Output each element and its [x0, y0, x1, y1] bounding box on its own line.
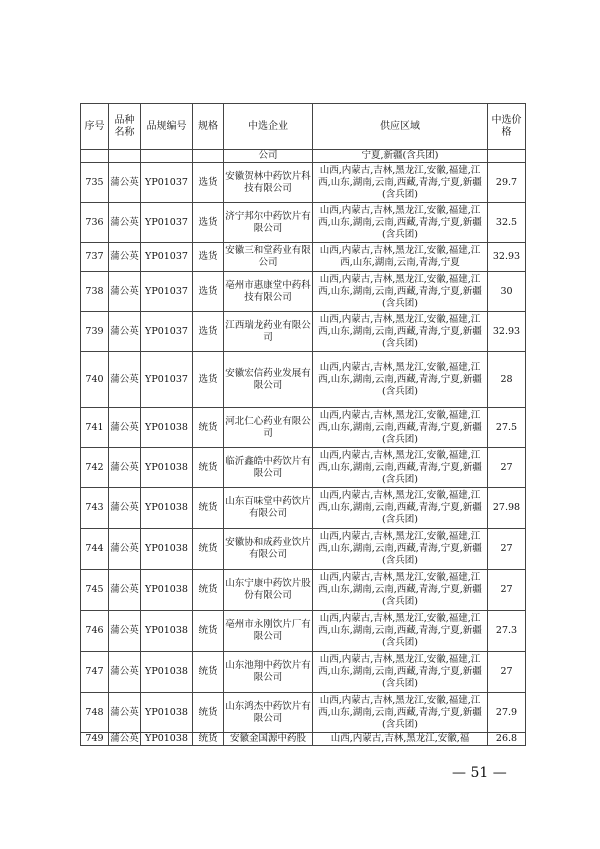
table-row: [81, 693, 526, 733]
table-row: [81, 448, 526, 488]
row-spec-code: YP01038: [141, 488, 193, 529]
row-company: 安徽三和堂药业有限公司: [224, 243, 313, 272]
row-spec: 选货: [193, 203, 224, 243]
table-row: [81, 408, 526, 448]
row-spec-code: YP01038: [141, 693, 193, 733]
continuation-company: 公司: [224, 150, 313, 163]
row-spec-code: YP01037: [141, 272, 193, 312]
row-region: 山西,内蒙古,吉林,黑龙江,安徽,福建,江西,山东,湖南,云南,西藏,青海,宁夏,新疆(含兵团): [313, 272, 488, 312]
row-region: 山西,内蒙古,吉林,黑龙江,安徽,福建,江西,山东,湖南,云南,西藏,青海,宁夏,新疆(含兵团): [313, 163, 488, 203]
row-variety: 蒲公英: [109, 352, 141, 408]
row-spec-code: YP01038: [141, 652, 193, 693]
header-spec-code: 品规编号: [141, 104, 193, 150]
table-row: [81, 652, 526, 693]
row-price: 27.3: [488, 611, 526, 652]
row-variety: 蒲公英: [109, 652, 141, 693]
header-spec: 规格: [193, 104, 224, 150]
row-price: 32.5: [488, 203, 526, 243]
row-company: 济宁邦尔中药饮片有限公司: [224, 203, 313, 243]
row-price: 27.98: [488, 488, 526, 529]
header-variety: 品种名称: [109, 104, 141, 150]
row-region: 山西,内蒙古,吉林,黑龙江,安徽,福建,江西,山东,湖南,云南,西藏,青海,宁夏,新疆(含兵团): [313, 693, 488, 733]
table-row: [81, 488, 526, 529]
row-spec: 选货: [193, 352, 224, 408]
row-spec-code: YP01038: [141, 733, 193, 746]
row-company: 山东百味堂中药饮片有限公司: [224, 488, 313, 529]
row-company: 山东宁康中药饮片股份有限公司: [224, 570, 313, 611]
row-region: 山西,内蒙古,吉林,黑龙江,安徽,福建,江西,山东,湖南,云南,西藏,青海,宁夏,新疆(含兵团): [313, 652, 488, 693]
row-spec-code: YP01037: [141, 203, 193, 243]
row-number: 747: [81, 652, 109, 693]
row-spec: 选货: [193, 312, 224, 352]
row-variety: 蒲公英: [109, 272, 141, 312]
row-spec-code: YP01037: [141, 163, 193, 203]
row-spec: 统货: [193, 448, 224, 488]
row-spec-code: YP01037: [141, 312, 193, 352]
row-company: 山东池翔中药饮片有限公司: [224, 652, 313, 693]
row-region: 山西,内蒙古,吉林,黑龙江,安徽,福建,江西,山东,湖南,云南,西藏,青海,宁夏,新疆(含兵团): [313, 529, 488, 570]
row-variety: 蒲公英: [109, 488, 141, 529]
row-price: 27.5: [488, 408, 526, 448]
row-price: 27: [488, 570, 526, 611]
continuation-row: [81, 150, 526, 163]
row-number: 736: [81, 203, 109, 243]
row-company: 临沂鑫皓中药饮片有限公司: [224, 448, 313, 488]
row-region: 山西,内蒙古,吉林,黑龙江,安徽,福建,江西,山东,湖南,云南,西藏,青海,宁夏,新疆(含兵团): [313, 408, 488, 448]
row-number: 743: [81, 488, 109, 529]
row-region: 山西,内蒙古,吉林,黑龙江,安徽,福建,江西,山东,湖南,云南,西藏,青海,宁夏,新疆(含兵团): [313, 312, 488, 352]
row-company: 安徽协和成药业饮片有限公司: [224, 529, 313, 570]
row-variety: 蒲公英: [109, 203, 141, 243]
row-price: 29.7: [488, 163, 526, 203]
row-spec: 统货: [193, 488, 224, 529]
row-number: 737: [81, 243, 109, 272]
row-region: 山西,内蒙古,吉林,黑龙江,安徽,福建,江西,山东,湖南,云南,西藏,青海,宁夏,新疆(含兵团): [313, 570, 488, 611]
row-spec-code: YP01037: [141, 243, 193, 272]
row-spec: 统货: [193, 611, 224, 652]
header-price: 中选价格: [488, 104, 526, 150]
table-row: [81, 529, 526, 570]
row-spec: 统货: [193, 408, 224, 448]
row-spec-code: YP01038: [141, 448, 193, 488]
table-row: [81, 312, 526, 352]
row-company: 亳州市永刚饮片厂有限公司: [224, 611, 313, 652]
row-number: 746: [81, 611, 109, 652]
row-spec: 选货: [193, 243, 224, 272]
row-variety: 蒲公英: [109, 243, 141, 272]
row-price: 27.9: [488, 693, 526, 733]
row-spec-code: YP01038: [141, 408, 193, 448]
row-number: 738: [81, 272, 109, 312]
table-row: [81, 611, 526, 652]
table-row: [81, 570, 526, 611]
row-company: 安徽金国源中药股: [224, 733, 313, 746]
row-spec: 统货: [193, 693, 224, 733]
row-region: 山西,内蒙古,吉林,黑龙江,安徽,福: [313, 733, 488, 746]
row-variety: 蒲公英: [109, 163, 141, 203]
row-spec: 选货: [193, 163, 224, 203]
row-number: 735: [81, 163, 109, 203]
table-row: [81, 203, 526, 243]
row-variety: 蒲公英: [110, 733, 139, 744]
row-company: 安徽贺林中药饮片科技有限公司: [224, 163, 313, 203]
row-variety: 蒲公英: [109, 448, 141, 488]
row-variety: 蒲公英: [109, 312, 141, 352]
row-variety: 蒲公英: [109, 693, 141, 733]
table-row: [81, 352, 526, 408]
row-spec-code: YP01038: [141, 529, 193, 570]
row-variety: 蒲公英: [109, 408, 141, 448]
row-region: 山西,内蒙古,吉林,黑龙江,安徽,福建,江西,山东,湖南,云南,西藏,青海,宁夏,新疆(含兵团): [313, 488, 488, 529]
row-number: 741: [81, 408, 109, 448]
selection-results-table: [80, 103, 526, 746]
page-number: — 51 —: [452, 765, 507, 781]
row-company: 河北仁心药业有限公司: [224, 408, 313, 448]
row-spec-code: YP01038: [141, 570, 193, 611]
row-company: 山东鸿杰中药饮片有限公司: [224, 693, 313, 733]
row-price: 28: [488, 352, 526, 408]
row-region: 山西,内蒙古,吉林,黑龙江,安徽,福建,江西,山东,湖南,云南,西藏,青海,宁夏,新疆(含兵团): [313, 448, 488, 488]
row-number: 739: [81, 312, 109, 352]
header-region: 供应区域: [313, 104, 488, 150]
row-number: 740: [81, 352, 109, 408]
continuation-region: 宁夏,新疆(含兵团): [313, 150, 488, 163]
row-number: 742: [81, 448, 109, 488]
row-price: 30: [488, 272, 526, 312]
row-spec: 统货: [193, 733, 224, 746]
row-number: 749: [81, 733, 109, 746]
row-spec: 选货: [193, 272, 224, 312]
header-company: 中选企业: [224, 104, 313, 150]
table-header-row: [81, 104, 526, 150]
row-region: 山西,内蒙古,吉林,黑龙江,安徽,福建,江西,山东,湖南,云南,西藏,青海,宁夏,新疆(含兵团): [313, 611, 488, 652]
row-price: 27: [488, 448, 526, 488]
row-price: 32.93: [488, 243, 526, 272]
row-price: 27: [488, 652, 526, 693]
row-company: 江西瑞龙药业有限公司: [224, 312, 313, 352]
row-variety: 蒲公英: [109, 611, 141, 652]
row-spec-code: YP01037: [141, 352, 193, 408]
row-spec: 统货: [193, 529, 224, 570]
table-row: [81, 243, 526, 272]
table-row: [81, 163, 526, 203]
row-variety: 蒲公英: [109, 529, 141, 570]
row-region: 山西,内蒙古,吉林,黑龙江,安徽,福建,江西,山东,湖南,云南,西藏,青海,宁夏,新疆(含兵团): [313, 203, 488, 243]
row-variety: 蒲公英: [109, 570, 141, 611]
table-row: [81, 272, 526, 312]
row-price: 26.8: [488, 733, 526, 746]
row-region: 山西,内蒙古,吉林,黑龙江,安徽,福建,江西,山东,湖南,云南,青海,宁夏: [313, 243, 488, 272]
row-number: 748: [81, 693, 109, 733]
row-number: 745: [81, 570, 109, 611]
row-price: 32.93: [488, 312, 526, 352]
table-row: [81, 733, 526, 746]
row-spec: 统货: [193, 652, 224, 693]
row-spec: 统货: [193, 570, 224, 611]
row-region: 山西,内蒙古,吉林,黑龙江,安徽,福建,江西,山东,湖南,云南,西藏,青海,宁夏,新疆(含兵团): [313, 352, 488, 408]
row-price: 27: [488, 529, 526, 570]
row-spec-code: YP01038: [141, 611, 193, 652]
row-company: 亳州市惠康堂中药科技有限公司: [224, 272, 313, 312]
row-number: 744: [81, 529, 109, 570]
row-company: 安徽宏信药业发展有限公司: [224, 352, 313, 408]
header-no: 序号: [81, 104, 109, 150]
